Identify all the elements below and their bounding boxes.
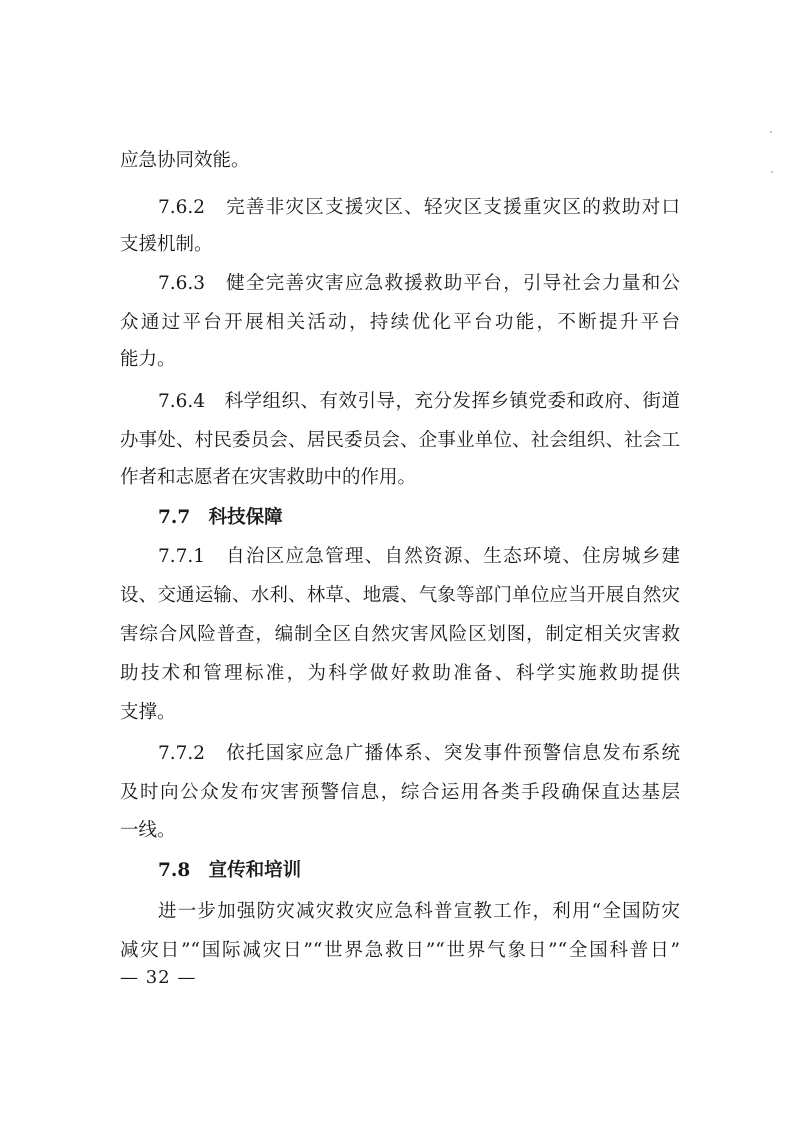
text-line: 支撑。 — [120, 702, 176, 723]
text-line: 害综合风险普查，编制全区自然灾害风险区划图，制定相关灾害救 — [120, 624, 680, 645]
text-line: 能力。 — [120, 349, 176, 370]
section-heading: 7.8 宣传和培训 — [158, 860, 302, 881]
page-number: — 32 — — [120, 967, 197, 988]
text-line: 7.6.4 科学组织、有效引导，充分发挥乡镇党委和政府、街道 — [158, 391, 680, 412]
text-line: 众通过平台开展相关活动，持续优化平台功能，不断提升平台 — [120, 312, 680, 333]
text-line: 7.7.2 依托国家应急广播体系、突发事件预警信息发布系统 — [158, 743, 680, 764]
text-line: 应急协同效能。 — [120, 150, 250, 171]
scan-speck — [771, 171, 773, 173]
text-line: 7.6.3 健全完善灾害应急救援救助平台，引导社会力量和公 — [158, 273, 680, 294]
text-line: 7.7.1 自治区应急管理、自然资源、生态环境、住房城乡建 — [158, 546, 680, 567]
text-line: 支援机制。 — [120, 234, 213, 255]
section-heading: 7.7 科技保障 — [158, 507, 283, 528]
text-line: 及时向公众发布灾害预警信息，综合运用各类手段确保直达基层 — [120, 782, 680, 803]
text-line: 作者和志愿者在灾害救助中的作用。 — [120, 467, 417, 488]
text-line: 进一步加强防灾减灾救灾应急科普宣教工作，利用“全国防灾 — [158, 901, 680, 922]
text-line: 7.6.2 完善非灾区支援灾区、轻灾区支援重灾区的救助对口 — [158, 197, 680, 218]
text-line: 助技术和管理标准，为科学做好救助准备、科学实施救助提供 — [120, 663, 680, 684]
text-line: 减灾日”“国际减灾日”“世界急救日”“世界气象日”“全国科普日” — [120, 940, 680, 961]
text-line: 一线。 — [120, 820, 176, 841]
text-line: 设、交通运输、水利、林草、地震、气象等部门单位应当开展自然灾 — [120, 585, 680, 606]
text-line: 办事处、村民委员会、居民委员会、企事业单位、社会组织、社会工 — [120, 430, 680, 451]
scan-speck — [770, 131, 772, 133]
